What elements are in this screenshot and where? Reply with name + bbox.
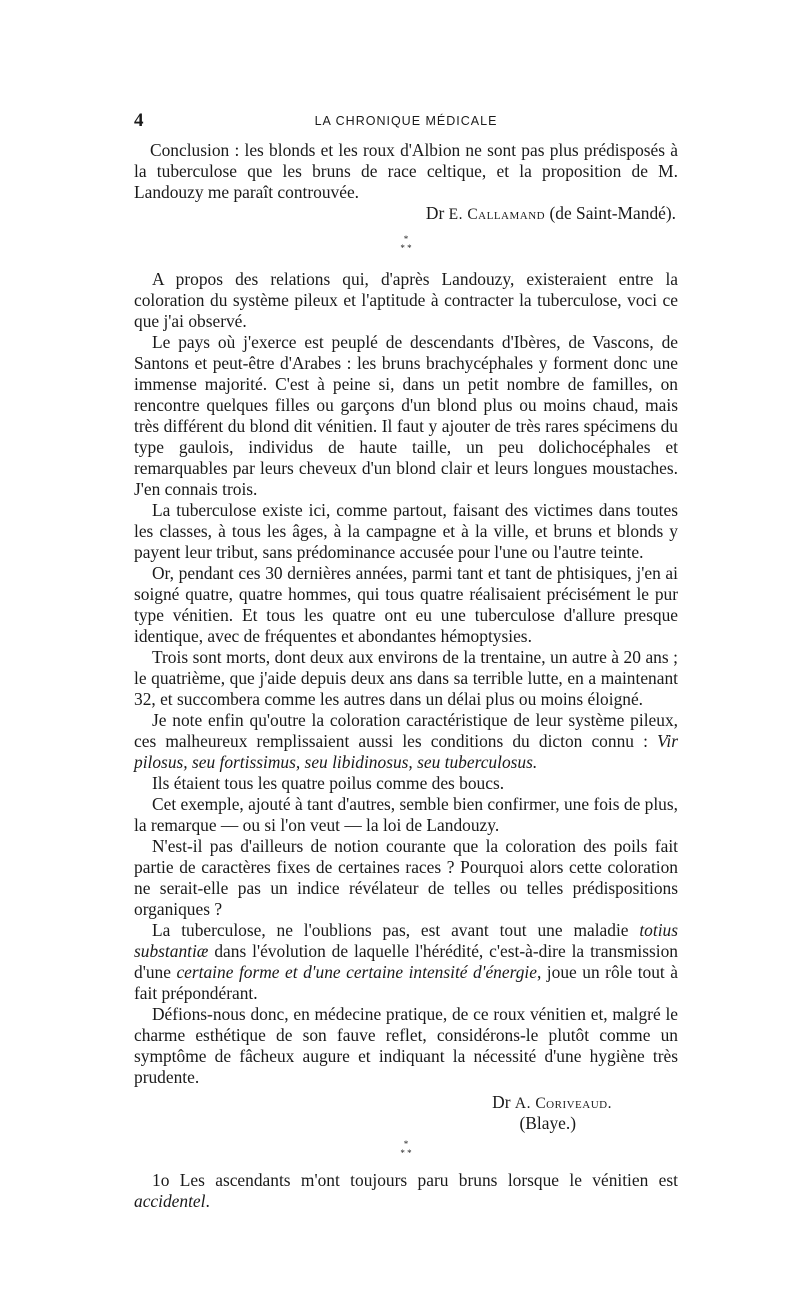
paragraph-heredity (134, 920, 678, 1004)
signature-name: A. Coriveaud. (514, 1095, 612, 1112)
paragraph-dicton (134, 710, 678, 773)
asterism-separator (134, 233, 678, 261)
paragraph: Cet exemple, ajouté à tant d'autres, semble bien confirmer, une fois de plus, la remarque — ou si l'on veut — la loi de Landouzy. (134, 794, 678, 835)
signature-callamand (134, 203, 676, 225)
signature-name: E. Callamand (448, 206, 546, 223)
asterism-separator (134, 1138, 678, 1166)
paragraph: A propos des relations qui, d'après Landouzy, existeraient entre la coloration du système pileux et l'aptitude à contracter la tuberculose, voci ce que j'ai observé. (134, 269, 678, 331)
footnote-italic: accidentel (134, 1191, 206, 1211)
paragraph: La tuberculose existe ici, comme partout, faisant des victimes dans toutes les classes, à tous les âges, à la campagne et à la ville, et bruns et blonds y payent leur tribut, sans prédominance accusée pour l'une ou l'autre teinte. (134, 500, 678, 562)
article-body (134, 140, 678, 1212)
latin-dicton: Vir pilosus, seu fortissimus, seu libidinosus, seu tuberculosus. (134, 731, 678, 772)
signature-title: Dr (425, 203, 445, 223)
conclusion-paragraph: Conclusion : les blonds et les roux d'Albion ne sont pas plus prédisposés à la tuberculose que les bruns de race celtique, et la proposition de M. Landouzy me paraît controuvée. (134, 140, 678, 202)
signature-place: (Blaye.) (519, 1113, 576, 1133)
signature-coriveaud (134, 1092, 678, 1136)
text-run: , joue un rôle tout à fait prépondérant. (134, 962, 678, 1003)
text-run: dans l'évolution de laquelle l'hérédité, c'est-à-dire la transmission d'une (134, 941, 678, 982)
footnote (134, 1170, 678, 1212)
asterism-bottom: * * (400, 243, 412, 253)
italic-run: certaine forme et d'une certaine intensité d'énergie (176, 962, 537, 982)
paragraph: Défions-nous donc, en médecine pratique, de ce roux vénitien et, malgré le charme esthétique de son fauve reflet, considérons-le plutôt comme un symptôme de fâcheux augure et indiquant la nécessité d'une hygiène très prudente. (134, 1004, 678, 1087)
signature-title: Dr (492, 1092, 511, 1112)
page-header (134, 110, 678, 132)
text-run: Je note enfin qu'outre la coloration caractéristique de leur système pileux, ces malheureux remplissaient aussi les conditions du dicton connu : (134, 710, 678, 751)
text-run: La tuberculose, ne l'oublions pas, est avant tout une maladie (152, 920, 640, 940)
footnote-end: . (205, 1191, 210, 1211)
asterism-bottom: * * (400, 1148, 412, 1158)
paragraph: N'est-il pas d'ailleurs de notion courante que la coloration des poils fait partie de caractères fixes de certaines races ? Pourquoi alors cette coloration ne serait-elle pas un indice révélateur de telles ou telles prédispositions organiques ? (134, 836, 678, 919)
signature-name-line (492, 1092, 612, 1114)
footnote-marker: 1o (152, 1170, 170, 1190)
paragraph: Le pays où j'exerce est peuplé de descendants d'Ibères, de Vascons, de Santons et peut-être d'Arabes : les bruns brachycéphales y forment donc une immense majorité. C'est à peine si, dans un petit nombre de familles, on rencontre quelques filles ou garçons d'un blond plus ou moins chaud, mais très différent du blond dit vénitien. Il faut y ajouter de très rares spécimens du type gaulois, individus de haute taille, un peu dolichocéphales et remarquables par leurs cheveux d'un blond clair et leurs longues moustaches. J'en connais trois. (134, 332, 678, 499)
signature-place: (de Saint-Mandé). (549, 203, 676, 223)
running-title: LA CHRONIQUE MÉDICALE (314, 114, 498, 128)
paragraph: Or, pendant ces 30 dernières années, parmi tant et tant de phtisiques, j'en ai soigné quatre, quatre hommes, qui tous quatre réalisaient précisément le pur type vénitien. Et tous les quatre ont eu une tuberculose d'allure presque identique, avec de fréquentes et abondantes hémoptysies. (134, 563, 678, 646)
paragraph: Ils étaient tous les quatre poilus comme des boucs. (152, 773, 505, 793)
footnote-text: Les ascendants m'ont toujours paru bruns lorsque le vénitien est (169, 1170, 678, 1190)
page-number: 4 (134, 110, 144, 131)
asterism-top: * (403, 1139, 409, 1149)
asterism-top: * (403, 234, 409, 244)
italic-run: totius substantiæ (134, 920, 678, 961)
paragraph: Trois sont morts, dont deux aux environs de la trentaine, un autre à 20 ans ; le quatrième, que j'aide depuis deux ans dans sa terrible lutte, en a maintenant 32, et succombera comme les autres dans un délai plus ou moins éloigné. (134, 647, 678, 709)
